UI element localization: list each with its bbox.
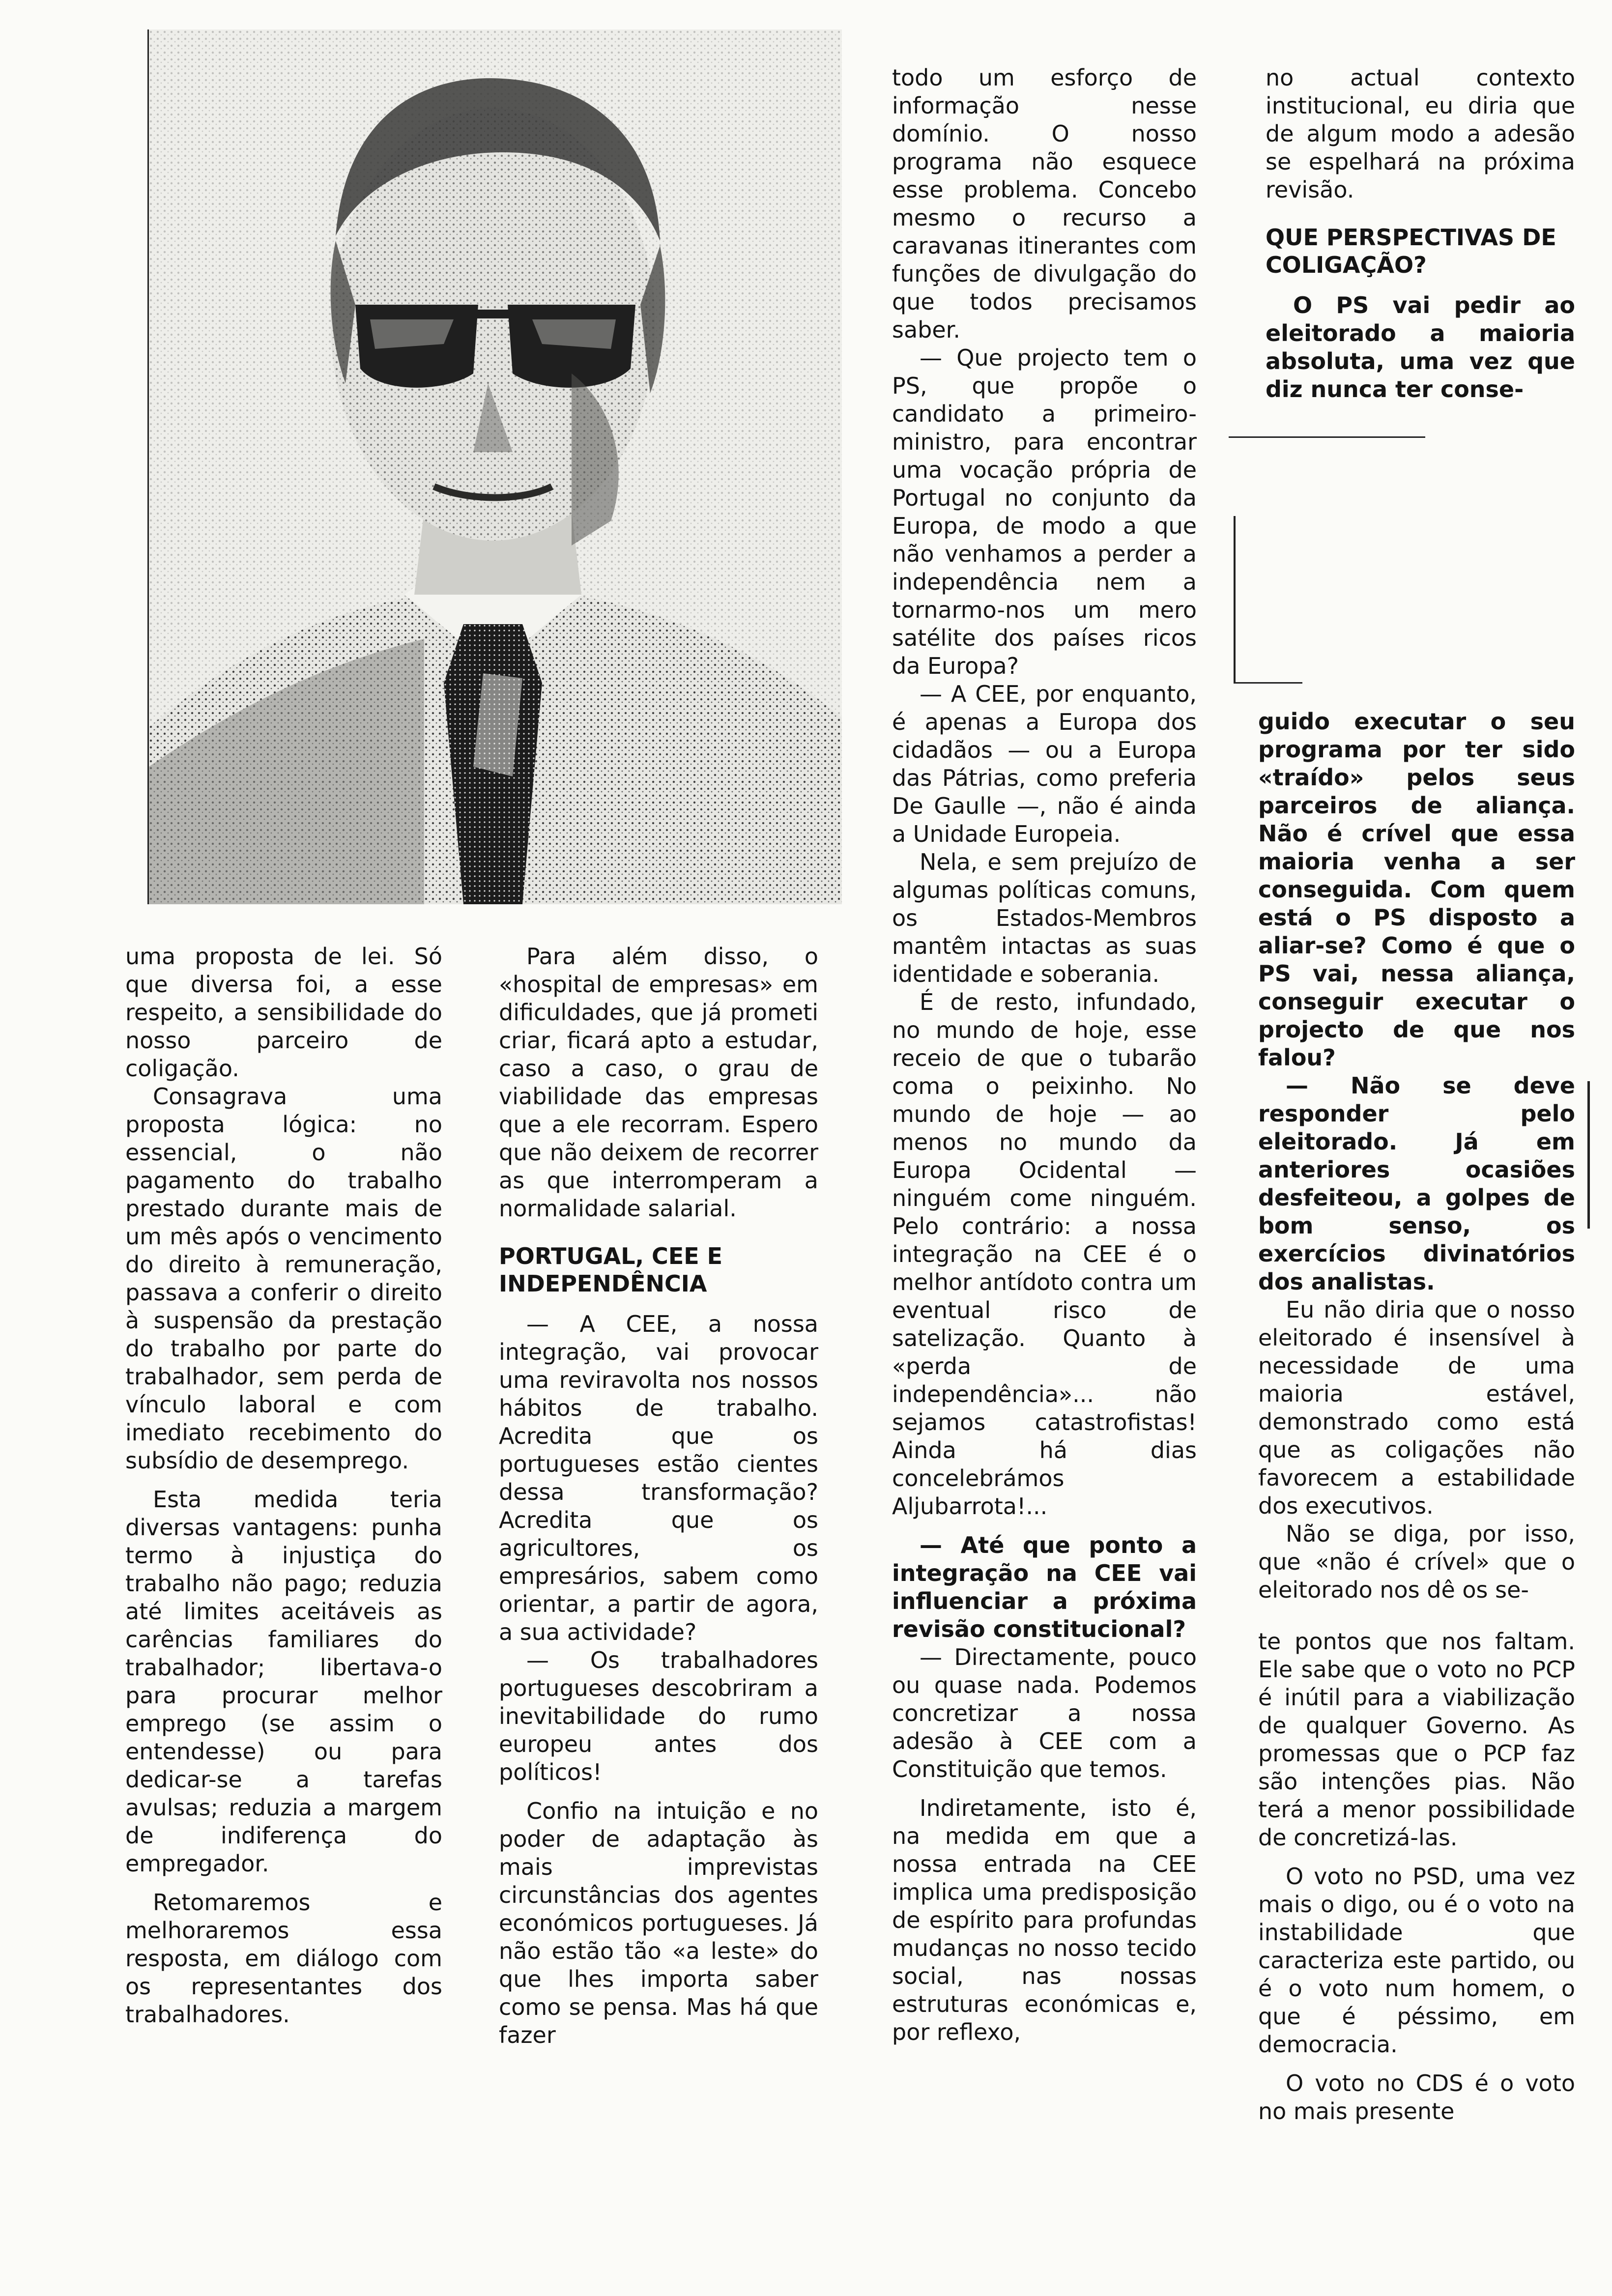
col4-answer-9: Eu não diria que o nosso eleitorado é insensível à necessidade de uma maioria estável, demonstrado como está que as coligações não favorecem a estabilidade dos executivos. <box>1258 1296 1575 1519</box>
col1-paragraph-3: Esta medida teria diversas vantagens: punha termo à injustiça do trabalho não pago; reduzia até limites aceitáveis as carências familiares do trabalhador; libertava-o para procurar melhor emprego (se assim o entendesse) ou para dedicar-se a tarefas avulsas; reduzia a margem de indiferença do empregador. <box>125 1486 442 1877</box>
section-heading-coligacao: QUE PERSPECTIVAS DE COLIGAÇÃO? <box>1266 224 1556 278</box>
col3-question-2: — Que projecto tem o PS, que propõe o candidato a primeiro-ministro, para encontrar uma vocação própria de Portugal no conjunto da Europa, de modo a que não venhamos a perder a independência nem a tornarmo-nos um mero satélite dos países ricos da Europa? <box>892 344 1197 679</box>
col3-answer-4: Nela, e sem prejuízo de algumas políticas comuns, os Estados-Membros mantêm intactas as suas identidade e soberania. <box>892 849 1197 987</box>
col4-paragraph-1: no actual contexto institucional, eu diria que de algum modo a adesão se espelhará na próxima revisão. <box>1266 64 1575 203</box>
col2-paragraph-1: Para além disso, o «hospital de empresas» em dificuldades, que já prometi criar, ficará apto a estudar, caso a caso, o grau de viabilidade das empresas que a ele recorram. Espero que não deixem de recorrer as que interromperam a normalidade salarial. <box>499 943 818 1222</box>
col4-answer-12: O voto no CDS é o voto no mais presente <box>1258 2070 1575 2124</box>
col3-answer-3: — A CEE, por enquanto, é apenas a Europa dos cidadãos — ou a Europa das Pátrias, como preferia De Gaulle —, não é ainda a Unidade Europeia. <box>892 681 1197 847</box>
section-heading-portugal-cee: PORTUGAL, CEE E INDEPENDÊNCIA <box>499 1243 723 1297</box>
col2-answer-2: Confio na intuição e no poder de adaptação às mais imprevistas circunstâncias dos agentes económicos portugueses. Já não estão tão «a leste» do que lhes importa saber como se pensa. Mas há que fazer <box>499 1798 818 2048</box>
col2-answer-1: — Os trabalhadores portugueses descobriram a inevitabilidade do rumo europeu antes dos políticos! <box>499 1647 818 1785</box>
right-margin-mark <box>1587 1081 1590 1229</box>
column-2 <box>499 943 818 2049</box>
col4-answer-10a: Não se diga, por isso, que «não é crível» que o eleitorado nos dê os se- <box>1258 1521 1575 1603</box>
col2-question-1: — A CEE, a nossa integração, vai provocar uma reviravolta nos nossos hábitos de trabalho. Acredita que os portugueses estão cientes dessa transformação? Acredita que os agricultores, os empresários, sabem como orientar, a partir de agora, a sua actividade? <box>499 1311 818 1645</box>
col4-answer-10b: te pontos que nos faltam. Ele sabe que o voto no PCP é inútil para a viabilização de qualquer Governo. As promessas que o PCP faz são intenções pias. Não terá a menor possibilidade de concretizá-las. <box>1258 1628 1575 1851</box>
col4-question-4a: O PS vai pedir ao eleitorado a maioria absoluta, uma vez que diz nunca ter conse- <box>1266 292 1575 402</box>
col4-answer-11: O voto no PSD, uma vez mais o digo, ou é o voto na instabilidade que caracteriza este partido, ou é o voto num homem, o que é péssimo, em democracia. <box>1258 1863 1575 2058</box>
column-4-divider-top <box>1229 436 1425 438</box>
col3-question-3: — Até que ponto a integração na CEE vai influenciar a próxima revisão constitucional? <box>892 1532 1197 1642</box>
col3-answer-6: — Directamente, pouco ou quase nada. Podemos concretizar a nossa adesão à CEE com a Constituição que temos. <box>892 1644 1197 1782</box>
col3-paragraph-1: todo um esforço de informação nesse domínio. O nosso programa não esquece esse problema. Concebo mesmo o recurso a caravanas itinerantes com funções de divulgação do que todos precisamos saber. <box>892 64 1197 343</box>
col4-answer-8: — Não se deve responder pelo eleitorado. Já em anteriores ocasiões desfeiteou, a golpes de bom senso, os exercícios divinatórios dos analistas. <box>1258 1072 1575 1295</box>
col3-answer-7: Indiretamente, isto é, na medida em que a nossa entrada na CEE implica uma predisposição de espírito para profundas mudanças no nosso tecido social, nas nossas estruturas económicas e, por reflexo, <box>892 1795 1197 2045</box>
column-4-bottom <box>1258 708 1575 2125</box>
column-1 <box>125 943 442 2029</box>
col1-paragraph-1: uma proposta de lei. Só que diversa foi, a esse respeito, a sensibilidade do nosso parceiro de coligação. <box>125 943 442 1082</box>
col1-paragraph-2: Consagrava uma proposta lógica: no essencial, o não pagamento do trabalho prestado durante mais de um mês após o vencimento do direito à remuneração, passava a conferir o direito à suspensão da prestação do trabalho por parte do trabalhador, sem perda de vínculo laboral e com imediato recebimento do subsídio de desemprego. <box>125 1083 442 1474</box>
portrait-image <box>149 29 842 904</box>
col4-question-4b: guido executar o seu programa por ter sido «traído» pelos seus parceiros de aliança. Não é crível que essa maioria venha a ser conseguida. Com quem está o PS disposto a aliar-se? Como é que o PS vai, nessa aliança, conseguir executar o projecto de que nos falou? <box>1258 708 1575 1071</box>
col1-paragraph-4: Retomaremos e melhoraremos essa resposta, em diálogo com os representantes dos trabalhadores. <box>125 1889 442 2028</box>
column-4-top <box>1266 64 1575 403</box>
col3-answer-5: É de resto, infundado, no mundo de hoje, esse receio de que o tubarão coma o peixinho. No mundo de hoje — ao menos no mundo da Europa Ocidental — ninguém come ninguém. Pelo contrário: a nossa integração na CEE é o melhor antídoto contra um eventual risco de satelização. Quanto à «perda de independência»... não sejamos catastrofistas! Ainda há dias concelebrámos Aljubarrota!... <box>892 989 1197 1520</box>
portrait-photo <box>147 29 842 904</box>
column-4-bracket-bottom <box>1234 682 1302 684</box>
column-3 <box>892 64 1197 2046</box>
column-4-bracket-left <box>1234 516 1236 683</box>
